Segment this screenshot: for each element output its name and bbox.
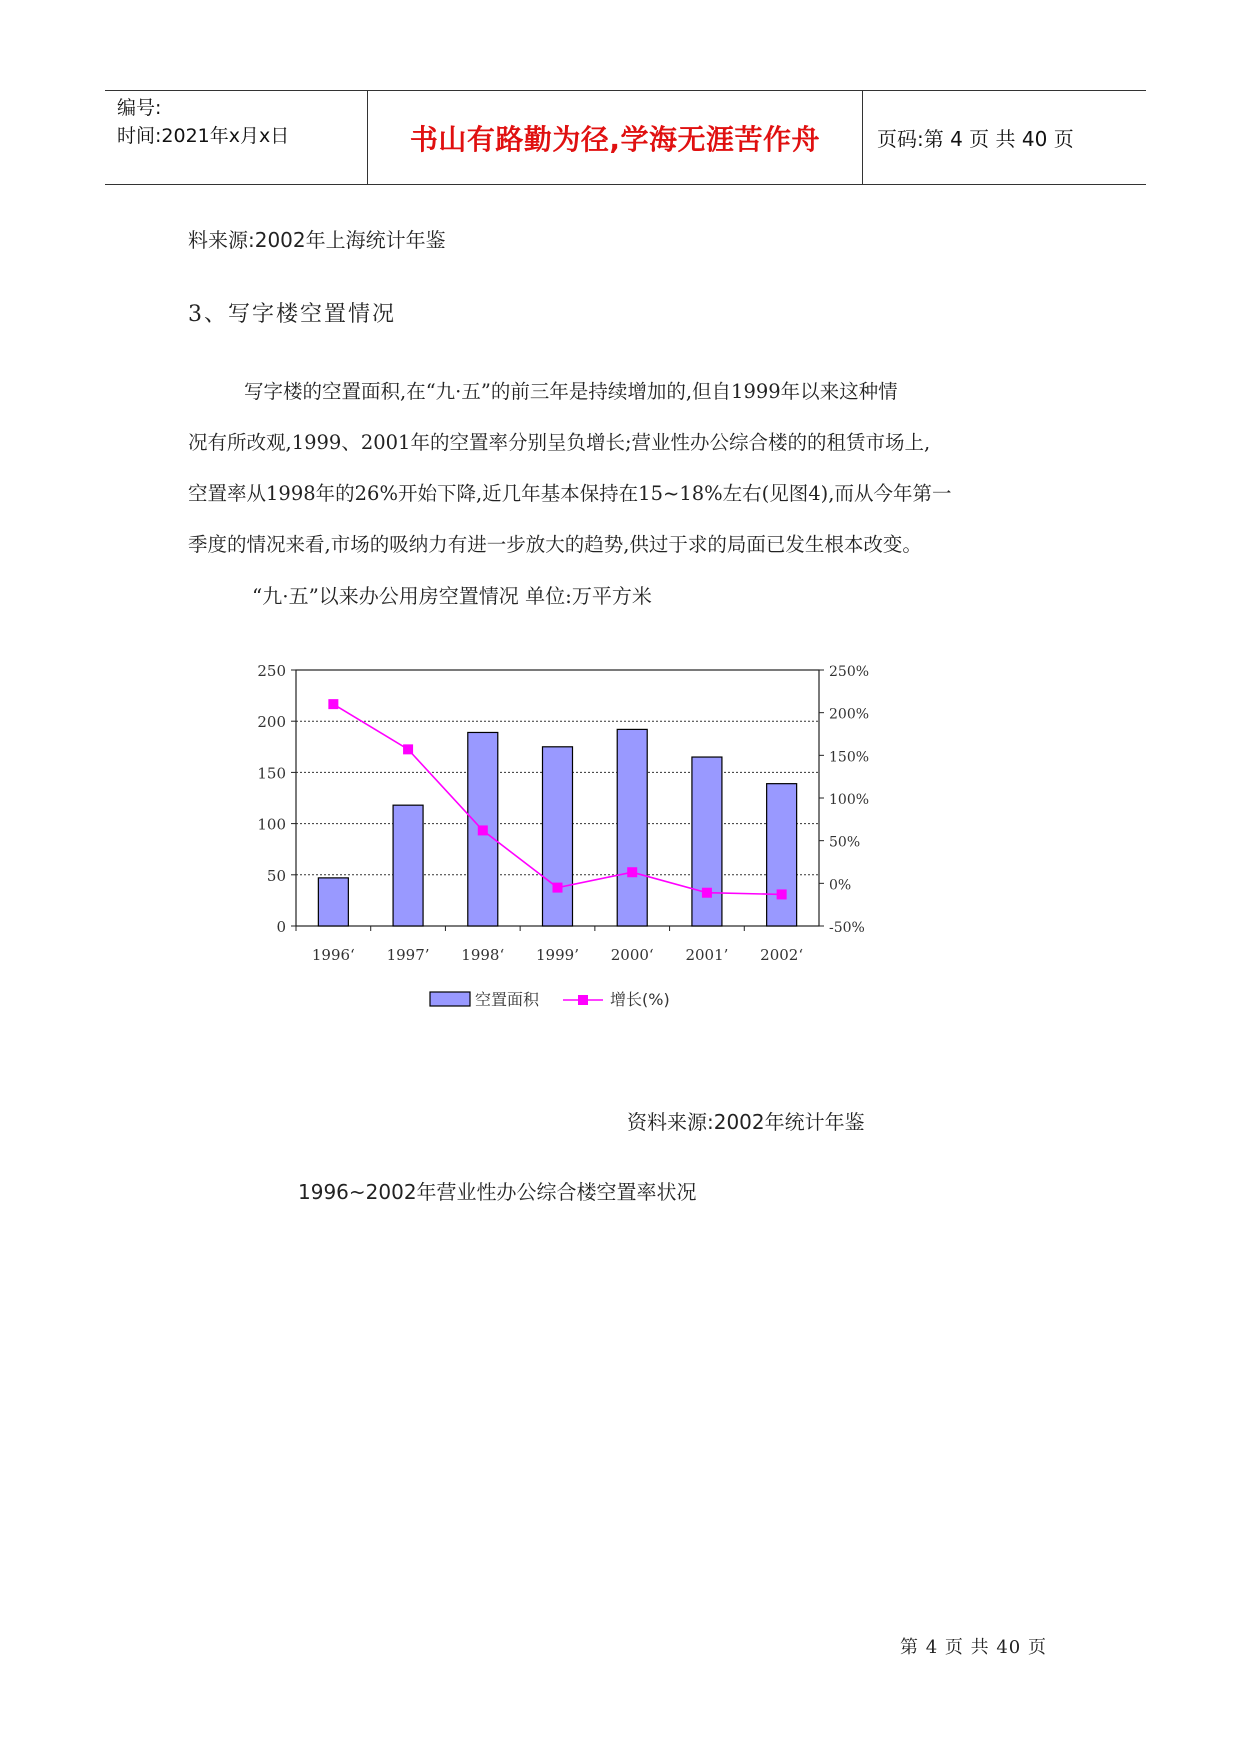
growth-point [403, 744, 413, 754]
y-right-tick-label: 250% [829, 664, 870, 680]
legend-bar-label: 空置面积 [475, 990, 540, 1009]
y-right-tick-label: 200% [829, 706, 870, 723]
y-right-tick-label: 150% [829, 749, 870, 766]
doc-time-label: 时间:2021年x月x日 [117, 125, 290, 147]
paragraph-line: 况有所改观,1999、2001年的空置率分别呈负增长;营业性办公综合楼的的租赁市场上, [188, 431, 931, 454]
x-tick-label: 1998‘ [461, 946, 505, 964]
header-page-code: 页码:第 4 页 共 40 页 [877, 127, 1074, 151]
bar [692, 757, 722, 926]
paragraph-line: 空置率从1998年的26%开始下降,近几年基本保持在15~18%左右(见图4),而从今年第一 [188, 482, 952, 505]
paragraph-line: 写字楼的空置面积,在“九·五”的前三年是持续增加的,但自1999年以来这种情 [244, 380, 898, 403]
next-caption: 1996~2002年营业性办公综合楼空置率状况 [298, 1180, 697, 1204]
growth-point [702, 888, 712, 898]
vacancy-chart [250, 650, 900, 1030]
x-tick-label: 2002‘ [760, 946, 804, 964]
paragraph-line: 季度的情况来看,市场的吸纳力有进一步放大的趋势,供过于求的局面已发生根本改变。 [188, 533, 922, 556]
doc-number-label: 编号: [117, 97, 162, 119]
y-left-tick-label: 250 [257, 662, 286, 680]
header-meta [105, 91, 368, 184]
x-tick-label: 2000‘ [610, 946, 654, 964]
y-right-tick-label: 100% [829, 792, 870, 808]
header-motto: 书山有路勤为径,学海无涯苦作舟 [409, 122, 821, 156]
section-title: 3、写字楼空置情况 [188, 302, 396, 327]
growth-point [627, 867, 637, 877]
growth-point [777, 889, 787, 899]
x-tick-label: 1996‘ [311, 946, 355, 964]
body-paragraph [188, 366, 1078, 570]
header-motto-cell [368, 91, 863, 184]
header-page-cell [863, 91, 1146, 184]
y-left-tick-label: 100 [257, 815, 286, 834]
chart-caption: “九·五”以来办公用房空置情况 单位:万平方米 [252, 584, 652, 608]
legend-line-label: 增长(%) [610, 990, 670, 1009]
x-tick-label: 1999’ [536, 946, 579, 964]
y-left-tick-label: 150 [257, 764, 286, 783]
legend-bar-swatch [430, 992, 470, 1006]
y-right-tick-label: 50% [829, 834, 861, 851]
growth-point [553, 883, 563, 893]
y-right-tick-label: -50% [829, 920, 865, 936]
bar [617, 729, 647, 926]
growth-point [328, 699, 338, 709]
y-right-tick-label: 0% [829, 877, 852, 894]
x-tick-label: 2001’ [685, 946, 729, 964]
page-header [105, 90, 1146, 185]
bar [767, 784, 797, 926]
source-note-bottom: 资料来源:2002年统计年鉴 [627, 1110, 865, 1134]
x-tick-label: 1997’ [386, 946, 430, 964]
legend-line-marker [578, 995, 588, 1005]
bar [318, 878, 348, 926]
bar [393, 805, 423, 926]
bar [543, 747, 573, 926]
page-footer: 第 4 页 共 40 页 [900, 1637, 1047, 1658]
y-left-tick-label: 0 [276, 918, 286, 936]
source-note-top: 料来源:2002年上海统计年鉴 [188, 228, 446, 252]
y-left-tick-label: 200 [257, 713, 286, 732]
y-left-tick-label: 50 [266, 866, 286, 885]
growth-point [478, 825, 488, 835]
